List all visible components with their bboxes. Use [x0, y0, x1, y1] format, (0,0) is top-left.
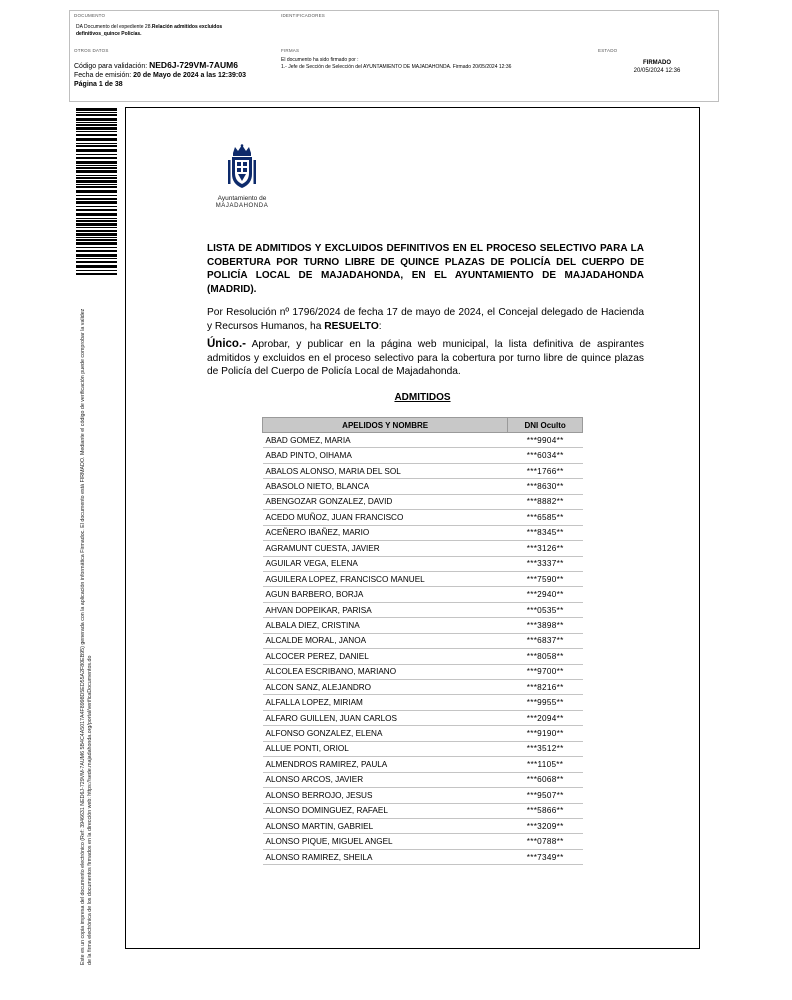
applicant-name: ALCOCER PEREZ, DANIEL: [263, 649, 508, 664]
applicant-name: ALFARO GUILLEN, JUAN CARLOS: [263, 710, 508, 725]
applicant-dni: ***8630**: [508, 479, 583, 494]
applicant-name: ABALOS ALONSO, MARIA DEL SOL: [263, 463, 508, 478]
table-row: [263, 849, 583, 864]
resuelto-text: RESUELTO: [324, 320, 379, 332]
applicant-name: ALFALLA LOPEZ, MIRIAM: [263, 695, 508, 710]
documento-description: DA Documento del expediente 28.Relación admitidos excluidos definitivos_quince Policías.: [76, 24, 223, 37]
applicant-name: ABENGOZAR GONZALEZ, DAVID: [263, 494, 508, 509]
table-row: [263, 479, 583, 494]
identificadores-label: IDENTIFICADORES: [281, 13, 326, 18]
applicant-name: AHVAN DOPEIKAR, PARISA: [263, 602, 508, 617]
table-body: [263, 433, 583, 865]
logo-line-2: MAJADAHONDA: [215, 203, 269, 209]
document-metadata-header: [69, 10, 719, 102]
codigo-label: Código para validación:: [74, 63, 148, 70]
applicant-dni: ***3126**: [508, 541, 583, 556]
table-row: [263, 541, 583, 556]
applicant-name: AGUILAR VEGA, ELENA: [263, 556, 508, 571]
applicant-dni: ***9507**: [508, 788, 583, 803]
admitidos-table: [262, 417, 583, 865]
applicant-dni: ***3209**: [508, 818, 583, 833]
fecha-emision: 20 de Mayo de 2024 a las 12:39:03: [133, 72, 247, 79]
applicant-dni: ***9190**: [508, 726, 583, 741]
table-header-row: [263, 418, 583, 433]
estado-label: ESTADO: [598, 48, 618, 53]
table-row: [263, 510, 583, 525]
applicant-name: ALONSO DOMINGUEZ, RAFAEL: [263, 803, 508, 818]
fecha-label: Fecha de emisión:: [74, 72, 132, 79]
table-row: [263, 757, 583, 772]
applicant-name: ABASOLO NIETO, BLANCA: [263, 479, 508, 494]
document-title: LISTA DE ADMITIDOS Y EXCLUIDOS DEFINITIVOS EN EL PROCESO SELECTIVO PARA LA COBERTURA POR TURNO LIBRE DE QUINCE PLAZAS DE POLICÍA DEL CUERPO DE POLICÍA LOCAL DE MAJADAHONDA, EN EL AYUNTAMIENTO DE MAJADAHONDA (MADRID).: [207, 243, 644, 295]
page-count: Página 1 de 38: [74, 81, 123, 88]
table-row: [263, 788, 583, 803]
documento-title: Relación admitidos excluidos definitivos_quince Policías.: [76, 24, 223, 37]
logo-line-1: Ayuntamiento de: [217, 195, 267, 202]
table-row: [263, 818, 583, 833]
applicant-name: ALONSO MARTIN, GABRIEL: [263, 818, 508, 833]
applicant-name: AGUILERA LOPEZ, FRANCISCO MANUEL: [263, 571, 508, 586]
applicant-name: ALCON SANZ, ALEJANDRO: [263, 680, 508, 695]
unico-label: Único.-: [207, 338, 246, 350]
validation-code: NED6J-729VM-7AUM6: [149, 60, 238, 70]
estado-status: FIRMADO: [643, 60, 671, 66]
table-row: [263, 525, 583, 540]
documento-label: DOCUMENTO: [74, 13, 106, 18]
applicant-dni: ***9904**: [508, 433, 583, 448]
side-verification-text: Este es un copia impresa del documento electrónico (Ref: 3946631 NED6J-729VM-7AUM6 5B4C4A5017A4F8998D5ED55A2F80EB95) generada con la aplicación informática Firmadoc. El documento está FIRMADO. Mediante el código de verificación puede comprobar la validez de la firma electrónica de los documentos firmados en la dirección web: https://sede.majadahonda.org/portal/verificaDocumentos.do: [80, 308, 93, 965]
column-header-name: APELIDOS Y NOMBRE: [263, 418, 508, 433]
applicant-dni: ***0788**: [508, 834, 583, 849]
estado-value: [594, 59, 720, 75]
table-row: [263, 834, 583, 849]
identificadores-cell: [277, 11, 720, 46]
table-row: [263, 772, 583, 787]
otros-datos-label: OTROS DATOS: [74, 48, 109, 53]
applicant-dni: ***5866**: [508, 803, 583, 818]
table-row: [263, 448, 583, 463]
applicant-name: ALONSO RAMIREZ, SHEILA: [263, 849, 508, 864]
applicant-dni: ***6034**: [508, 448, 583, 463]
table-row: [263, 587, 583, 602]
applicant-dni: ***7349**: [508, 849, 583, 864]
applicant-name: ALONSO PIQUE, MIGUEL ANGEL: [263, 834, 508, 849]
otros-datos-cell: [70, 46, 277, 103]
table-row: [263, 649, 583, 664]
applicant-dni: ***9955**: [508, 695, 583, 710]
firmas-text: El documento ha sido firmado por : 1.- Jefe de Sección de Selección del AYUNTAMIENTO DE MAJADAHONDA. Firmado 20/05/2024 12:36: [281, 57, 512, 70]
applicant-name: ALLUE PONTI, ORIOL: [263, 741, 508, 756]
applicant-name: ACEÑERO IBAÑEZ, MARIO: [263, 525, 508, 540]
applicant-dni: ***2094**: [508, 710, 583, 725]
table-row: [263, 664, 583, 679]
applicant-dni: ***1766**: [508, 463, 583, 478]
estado-cell: [594, 46, 720, 103]
firmas-label: FIRMAS: [281, 48, 300, 53]
resolution-paragraph: Por Resolución nº 1796/2024 de fecha 17 de mayo de 2024, el Concejal delegado de Hacienda y Recursos Humanos, ha RESUELTO:: [207, 307, 644, 332]
applicant-dni: ***6585**: [508, 510, 583, 525]
applicant-name: AGRAMUNT CUESTA, JAVIER: [263, 541, 508, 556]
applicant-dni: ***8882**: [508, 494, 583, 509]
table-row: [263, 602, 583, 617]
column-header-dni: DNI Oculto: [508, 418, 583, 433]
admitidos-section-title: ADMITIDOS: [394, 392, 451, 403]
applicant-name: ALONSO BERROJO, JESUS: [263, 788, 508, 803]
applicant-dni: ***8345**: [508, 525, 583, 540]
applicant-name: ALBALA DIEZ, CRISTINA: [263, 618, 508, 633]
applicant-dni: ***8058**: [508, 649, 583, 664]
table-row: [263, 571, 583, 586]
table-row: [263, 556, 583, 571]
applicant-dni: ***6068**: [508, 772, 583, 787]
ayuntamiento-logo: [211, 144, 273, 216]
applicant-name: AGUN BARBERO, BORJA: [263, 587, 508, 602]
applicant-dni: ***0535**: [508, 602, 583, 617]
coat-of-arms-icon: [227, 144, 257, 192]
table-row: [263, 433, 583, 448]
applicant-dni: ***6837**: [508, 633, 583, 648]
applicant-name: ALCOLEA ESCRIBANO, MARIANO: [263, 664, 508, 679]
applicant-name: ABAD PINTO, OIHAMA: [263, 448, 508, 463]
table-row: [263, 695, 583, 710]
barcode-icon: [76, 108, 117, 276]
applicant-dni: ***7590**: [508, 571, 583, 586]
firmas-cell: [277, 46, 594, 103]
table-row: [263, 710, 583, 725]
applicant-name: ALMENDROS RAMIREZ, PAULA: [263, 757, 508, 772]
table-row: [263, 463, 583, 478]
applicant-dni: ***8216**: [508, 680, 583, 695]
applicant-name: ACEDO MUÑOZ, JUAN FRANCISCO: [263, 510, 508, 525]
documento-cell: [70, 11, 277, 46]
estado-date: 20/05/2024 12:36: [633, 68, 681, 74]
unico-paragraph: Único.- Aprobar, y publicar en la página web municipal, la lista definitiva de aspirantes admitidos y excluidos en el proceso selectivo para la cobertura por turno libre de quince plazas de Policía del Cuerpo de Policía Local de Majadahonda.: [207, 338, 644, 377]
applicant-dni: ***3898**: [508, 618, 583, 633]
applicant-dni: ***9700**: [508, 664, 583, 679]
applicant-name: ALCALDE MORAL, JANOA: [263, 633, 508, 648]
table-row: [263, 618, 583, 633]
table-row: [263, 803, 583, 818]
applicant-dni: ***3337**: [508, 556, 583, 571]
applicant-name: ALONSO ARCOS, JAVIER: [263, 772, 508, 787]
table-row: [263, 680, 583, 695]
table-row: [263, 726, 583, 741]
table-row: [263, 633, 583, 648]
applicant-name: ABAD GOMEZ, MARIA: [263, 433, 508, 448]
applicant-name: ALFONSO GONZALEZ, ELENA: [263, 726, 508, 741]
applicant-dni: ***1105**: [508, 757, 583, 772]
validation-info: [74, 61, 274, 89]
table-row: [263, 741, 583, 756]
applicant-dni: ***2940**: [508, 587, 583, 602]
table-row: [263, 494, 583, 509]
applicant-dni: ***3512**: [508, 741, 583, 756]
